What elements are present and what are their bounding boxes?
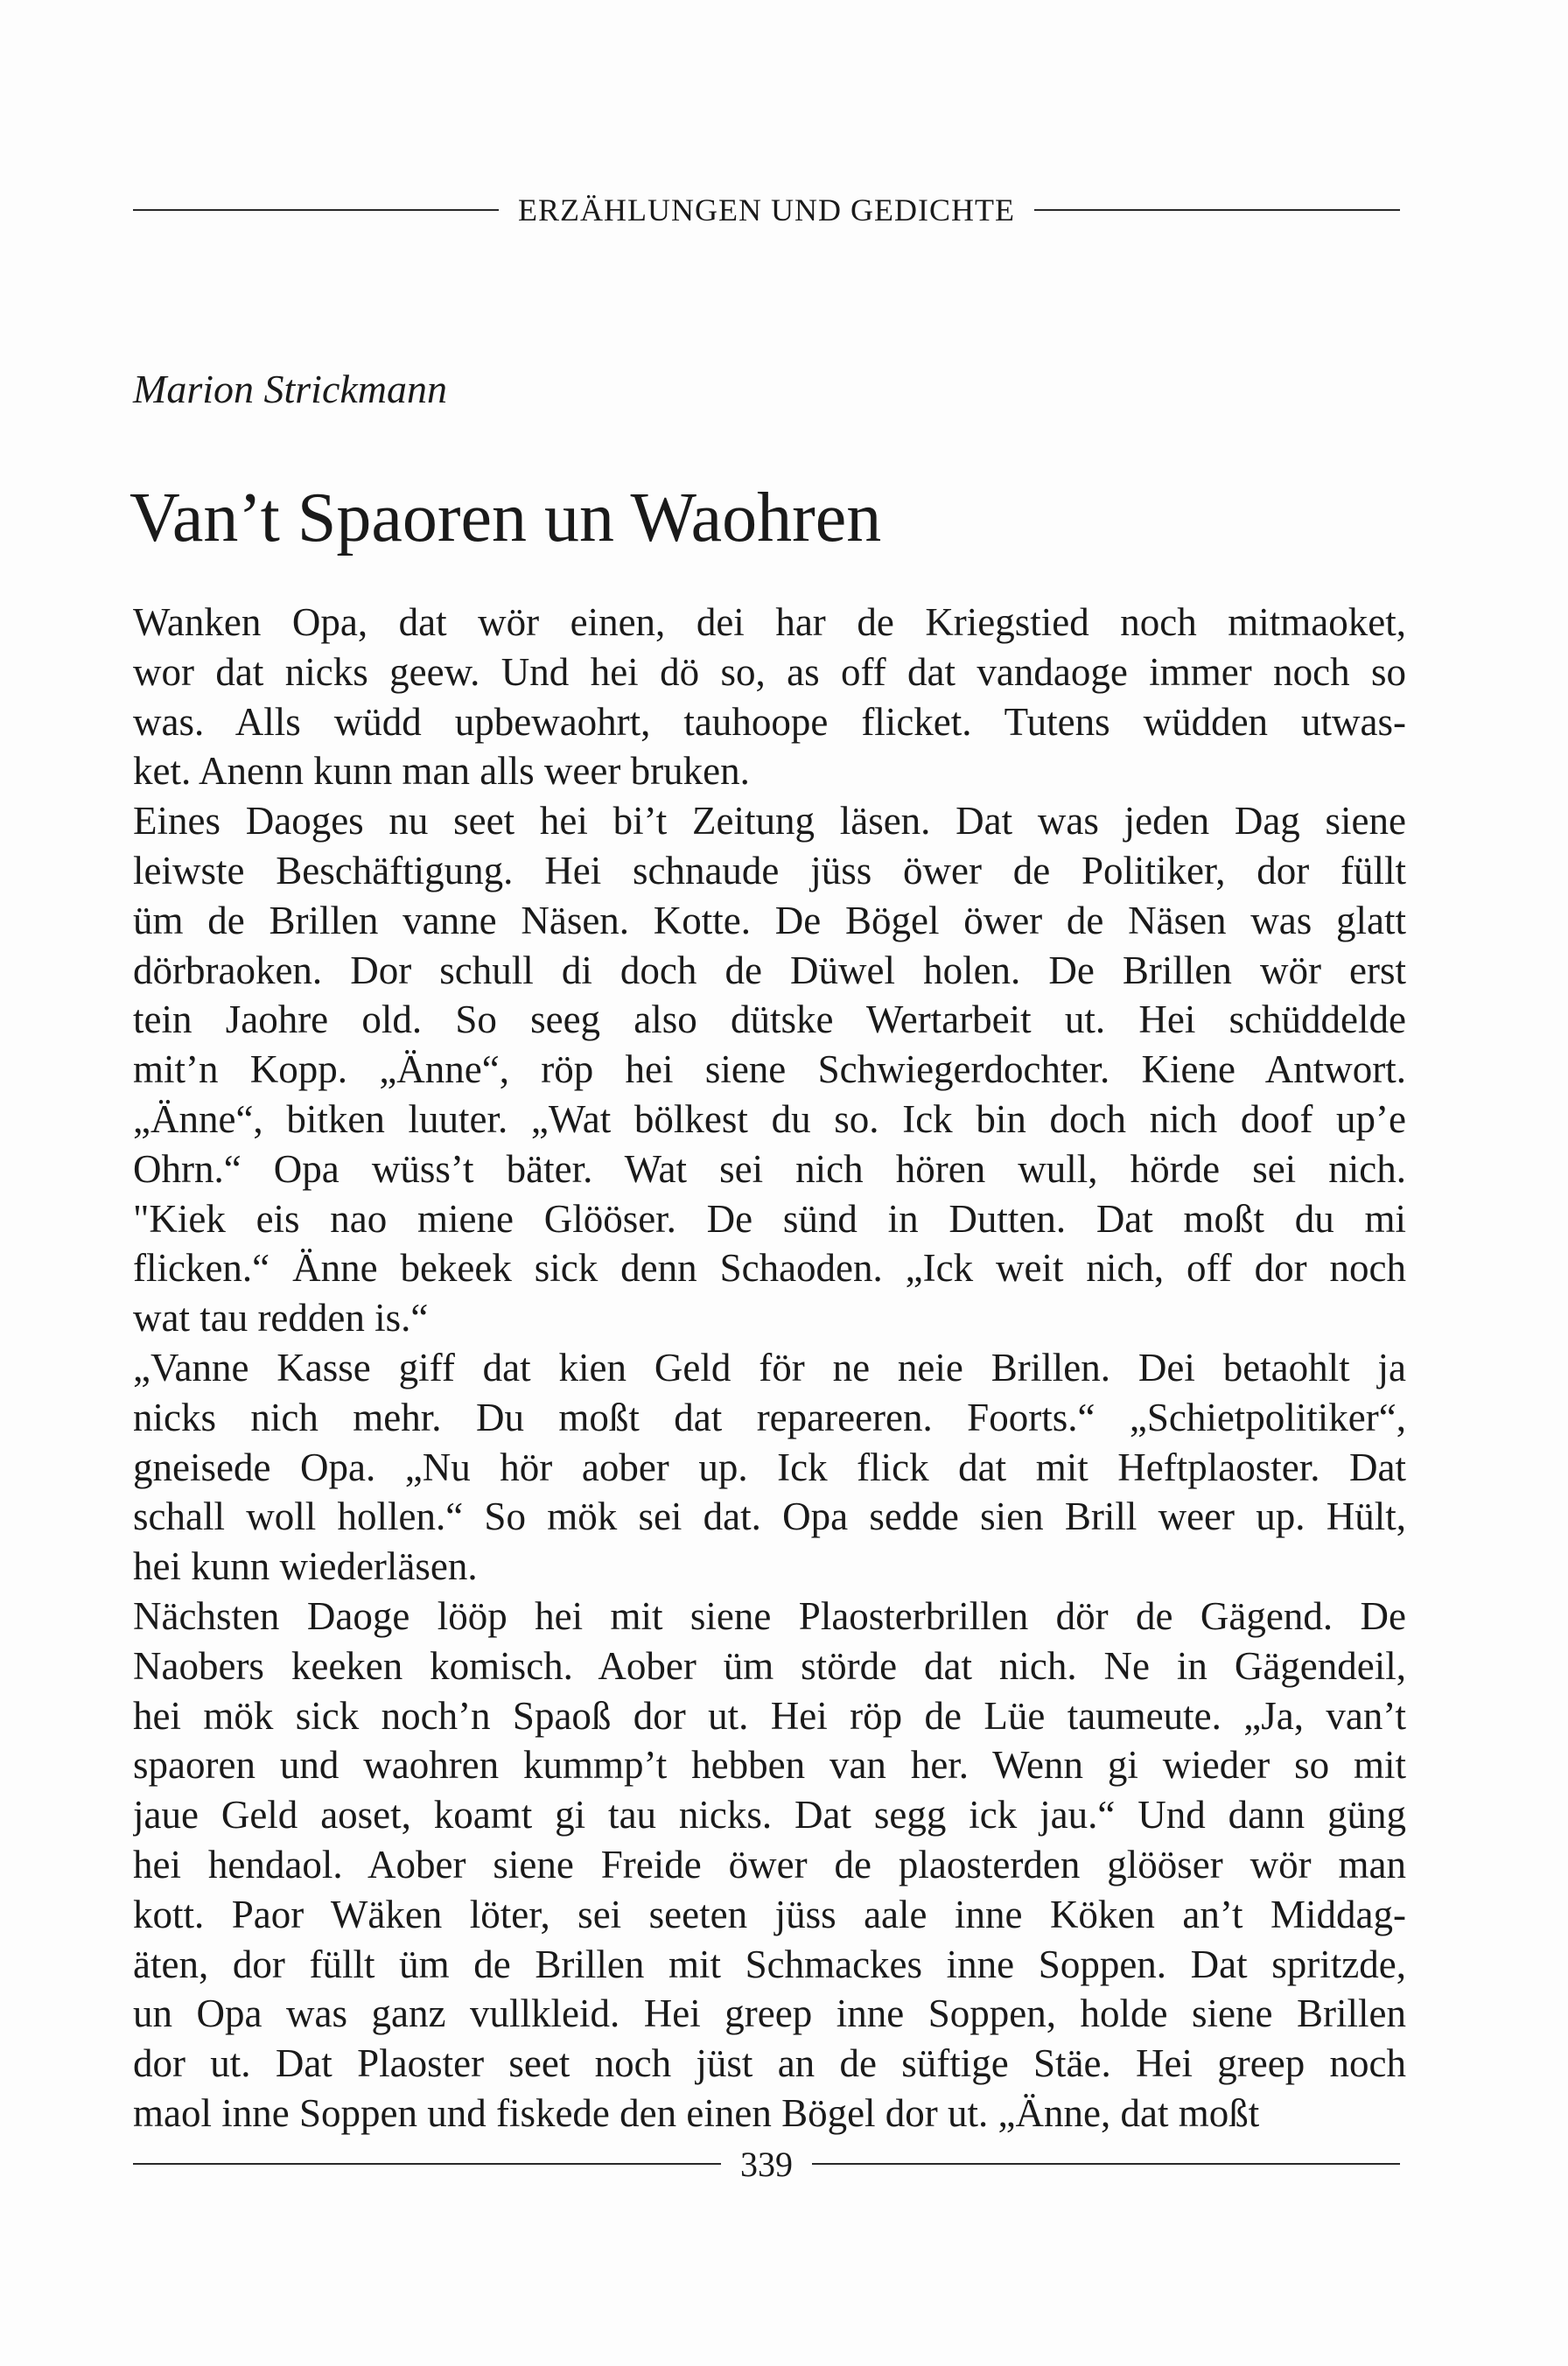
text-line: maol inne Soppen und fiskede den einen Bögel dor ut. „Änne, dat moßt [133, 2090, 1260, 2135]
text-line: gneisede Opa. „Nu hör aober up. Ick flick dat mit Heftplaoster. Dat [133, 1445, 1406, 1489]
text-line: üm de Brillen vanne Näsen. Kotte. De Bögel öwer de Näsen was glatt [133, 898, 1406, 942]
text-line: flicken.“ Änne bekeek sick denn Schaoden. „Ick weit nich, off dor noch [133, 1246, 1406, 1291]
text-line: Naobers keeken komisch. Aober üm störde dat nich. Ne in Gägendeil, [133, 1643, 1406, 1688]
text-line: jaue Geld aoset, koamt gi tau nicks. Dat segg ick jau.“ Und dann güng [133, 1793, 1406, 1838]
text-line: schall woll hollen.“ So mök sei dat. Opa sedde sien Brill weer up. Hült, [133, 1494, 1406, 1539]
text-line: äten, dor füllt üm de Brillen mit Schmackes inne Soppen. Dat spritzde, [133, 1942, 1406, 1986]
page-footer [133, 2142, 1400, 2186]
header-rule-right [1034, 209, 1400, 211]
text-line: dor ut. Dat Plaoster seet noch jüst an de süftige Stäe. Hei greep noch [133, 2041, 1406, 2086]
header-rule-left [133, 209, 499, 211]
running-header-label: ERZÄHLUNGEN UND GEDICHTE [518, 192, 1015, 228]
footer-rule-left [133, 2163, 721, 2165]
text-line: „Änne“, bitken luuter. „Wat bölkest du so. Ick bin doch nich doof up’e [133, 1096, 1406, 1141]
text-line: Eines Daoges nu seet hei bi’t Zeitung läsen. Dat was jeden Dag siene [133, 799, 1406, 844]
text-line: hei mök sick noch’n Spaoß dor ut. Hei röp de Lüe taumeute. „Ja, van’t [133, 1693, 1406, 1738]
text-line: kott. Paor Wäken löter, sei seeten jüss aale inne Köken an’t Middag- [133, 1892, 1406, 1936]
text-line: Ohrn.“ Opa wüss’t bäter. Wat sei nich hören wull, hörde sei nich. [133, 1146, 1406, 1191]
text-line: was. Alls wüdd upbewaohrt, tauhoope flicket. Tutens wüdden utwas- [133, 699, 1406, 744]
story-body [133, 598, 1406, 2138]
text-line: wor dat nicks geew. Und hei dö so, as off dat vandaoge immer noch so [133, 649, 1406, 694]
paragraph [133, 598, 1406, 796]
author-name: Marion Strickmann [133, 367, 448, 411]
text-line: "Kiek eis nao miene Glööser. De sünd in Dutten. Dat moßt du mi [133, 1196, 1406, 1241]
text-line: spaoren und waohren kummp’t hebben van her. Wenn gi wieder so mit [133, 1743, 1406, 1788]
paragraph [133, 1343, 1406, 1592]
text-line: mit’n Kopp. „Änne“, röp hei siene Schwiegerdochter. Kiene Antwort. [133, 1047, 1406, 1092]
text-line: Nächsten Daoge lööp hei mit siene Plaosterbrillen dör de Gägend. De [133, 1593, 1406, 1638]
text-line: hei hendaol. Aober siene Freide öwer de plaosterden glööser wör man [133, 1842, 1406, 1886]
running-header [133, 189, 1400, 231]
text-line: nicks nich mehr. Du moßt dat repareeren. Foorts.“ „Schietpolitiker“, [133, 1395, 1406, 1439]
text-line: Wanken Opa, dat wör einen, dei har de Kriegstied noch mitmaoket, [133, 600, 1406, 644]
text-line: un Opa was ganz vullkleid. Hei greep inne Soppen, holde siene Brillen [133, 1992, 1406, 2036]
text-line: wat tau redden is.“ [133, 1296, 429, 1340]
paragraph [133, 796, 1406, 1343]
text-line: ket. Anenn kunn man alls weer bruken. [133, 749, 750, 794]
footer-rule-right [812, 2163, 1400, 2165]
text-line: leiwste Beschäftigung. Hei schnaude jüss öwer de Politiker, dor füllt [133, 848, 1406, 892]
text-line: tein Jaohre old. So seeg also dütske Wertarbeit ut. Hei schüddelde [133, 998, 1406, 1042]
text-line: hei kunn wiederläsen. [133, 1544, 478, 1589]
text-line: „Vanne Kasse giff dat kien Geld för ne neie Brillen. Dei betaohlt ja [133, 1345, 1406, 1390]
text-line: dörbraoken. Dor schull di doch de Düwel holen. De Brillen wör erst [133, 948, 1406, 992]
story-title: Van’t Spaoren un Waohren [130, 480, 882, 556]
page-number: 339 [740, 2144, 793, 2184]
paragraph [133, 1592, 1406, 2138]
